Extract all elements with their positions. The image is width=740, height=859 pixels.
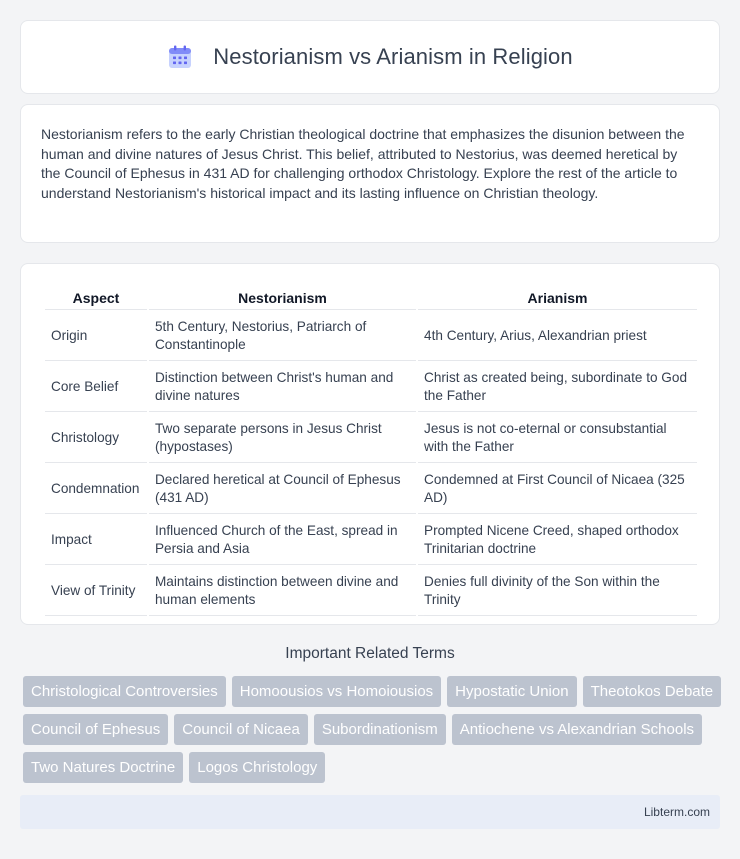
- intro-card: [20, 104, 720, 243]
- related-term-tag[interactable]: Antiochene vs Alexandrian Schools: [452, 714, 702, 745]
- nestorianism-cell: Two separate persons in Jesus Christ (hypostases): [149, 414, 416, 463]
- aspect-cell: Christology: [45, 414, 147, 463]
- related-term-tag[interactable]: Christological Controversies: [23, 676, 226, 707]
- footer: [20, 795, 720, 829]
- related-term-tag[interactable]: Two Natures Doctrine: [23, 752, 183, 783]
- related-term-tag[interactable]: Council of Ephesus: [23, 714, 168, 745]
- aspect-cell: Origin: [45, 312, 147, 361]
- table-row: [45, 363, 697, 412]
- footer-site-link[interactable]: Libterm.com: [643, 805, 710, 819]
- related-terms-list: [23, 676, 723, 783]
- nestorianism-cell: Declared heretical at Council of Ephesus (431 AD): [149, 465, 416, 514]
- table-row: [45, 516, 697, 565]
- aspect-cell: Core Belief: [45, 363, 147, 412]
- header-nestorianism: Nestorianism: [149, 286, 416, 310]
- related-term-tag[interactable]: Subordinationism: [314, 714, 446, 745]
- header-arianism: Arianism: [418, 286, 697, 310]
- comparison-table-card: [20, 263, 720, 625]
- aspect-cell: View of Trinity: [45, 567, 147, 616]
- intro-text: Nestorianism refers to the early Christian theological doctrine that emphasizes the disunion between the human and divine natures of Jesus Christ. This belief, attributed to Nestorius, was deemed heretical by the Council of Ephesus in 431 AD for challenging orthodox Christology. Explore the rest of the article to understand Nestorianism's historical impact and its lasting influence on Christian theology.: [41, 126, 685, 201]
- header-aspect: Aspect: [45, 286, 147, 310]
- comparison-table: [43, 284, 699, 618]
- nestorianism-cell: 5th Century, Nestorius, Patriarch of Constantinople: [149, 312, 416, 361]
- arianism-cell: Jesus is not co-eternal or consubstantial with the Father: [418, 414, 697, 463]
- related-term-tag[interactable]: Homoousios vs Homoiousios: [232, 676, 441, 707]
- arianism-cell: 4th Century, Arius, Alexandrian priest: [418, 312, 697, 361]
- arianism-cell: Condemned at First Council of Nicaea (325 AD): [418, 465, 697, 514]
- table-row: [45, 312, 697, 361]
- nestorianism-cell: Influenced Church of the East, spread in Persia and Asia: [149, 516, 416, 565]
- table-row: [45, 567, 697, 616]
- nestorianism-cell: Maintains distinction between divine and human elements: [149, 567, 416, 616]
- table-header-row: [45, 286, 697, 310]
- nestorianism-cell: Distinction between Christ's human and divine natures: [149, 363, 416, 412]
- arianism-cell: Denies full divinity of the Son within the Trinity: [418, 567, 697, 616]
- table-row: [45, 414, 697, 463]
- aspect-cell: Impact: [45, 516, 147, 565]
- title-card: [20, 20, 720, 94]
- related-term-tag[interactable]: Hypostatic Union: [447, 676, 576, 707]
- arianism-cell: Prompted Nicene Creed, shaped orthodox Trinitarian doctrine: [418, 516, 697, 565]
- related-term-tag[interactable]: Logos Christology: [189, 752, 325, 783]
- related-terms-heading: Important Related Terms: [285, 645, 455, 662]
- page-title: Nestorianism vs Arianism in Religion: [213, 44, 573, 69]
- calendar-icon: [167, 44, 193, 70]
- arianism-cell: Christ as created being, subordinate to God the Father: [418, 363, 697, 412]
- related-term-tag[interactable]: Council of Nicaea: [174, 714, 308, 745]
- related-term-tag[interactable]: Theotokos Debate: [583, 676, 722, 707]
- aspect-cell: Condemnation: [45, 465, 147, 514]
- table-row: [45, 465, 697, 514]
